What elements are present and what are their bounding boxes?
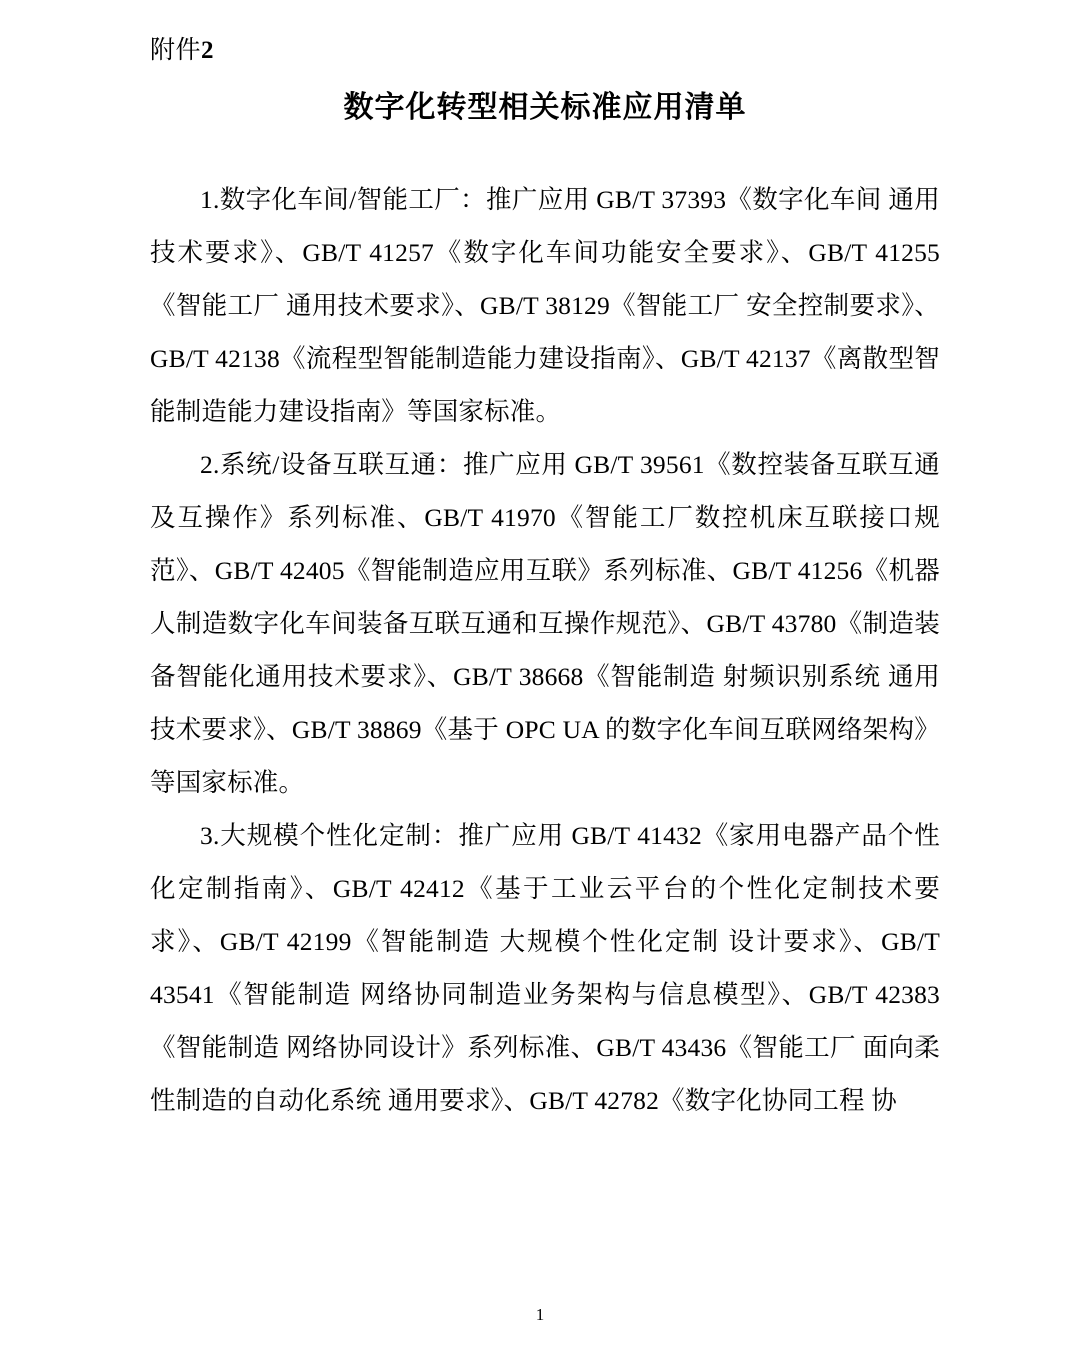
body-text (150, 173, 940, 1127)
attachment-prefix: 附件 (150, 37, 202, 64)
document-content (150, 36, 940, 1127)
paragraph-1: 1.数字化车间/智能工厂：推广应用 GB/T 37393《数字化车间 通用技术要求》、GB/T 41257《数字化车间功能安全要求》、GB/T 41255《智能工厂 通用技术要求》、GB/T 38129《智能工厂 安全控制要求》、GB/T 42138《流程型智能制造能力建设指南》、GB/T 42137《离散型智能制造能力建设指南》等国家标准。 (150, 185, 940, 426)
paragraph-3: 3.大规模个性化定制：推广应用 GB/T 41432《家用电器产品个性化定制指南》、GB/T 42412《基于工业云平台的个性化定制技术要求》、GB/T 42199《智能制造 大规模个性化定制 设计要求》、GB/T 43541《智能制造 网络协同制造业务架构与信息模型》、GB/T 42383《智能制造 网络协同设计》系列标准、GB/T 43436《智能工厂 面向柔性制造的自动化系统 通用要求》、GB/T 42782《数字化协同工程 协 (150, 821, 940, 1115)
attachment-label (150, 36, 940, 66)
page-number: 1 (535, 1305, 545, 1324)
paragraph-2: 2.系统/设备互联互通：推广应用 GB/T 39561《数控装备互联互通及互操作》系列标准、GB/T 41970《智能工厂数控机床互联接口规范》、GB/T 42405《智能制造应用互联》系列标准、GB/T 41256《机器人制造数字化车间装备互联互通和互操作规范》、GB/T 43780《制造装备智能化通用技术要求》、GB/T 38668《智能制造 射频识别系统 通用技术要求》、GB/T 38869《基于 OPC UA 的数字化车间互联网络架构》等国家标准。 (150, 450, 940, 797)
attachment-number: 2 (201, 37, 215, 64)
page-title: 数字化转型相关标准应用清单 (343, 91, 747, 124)
